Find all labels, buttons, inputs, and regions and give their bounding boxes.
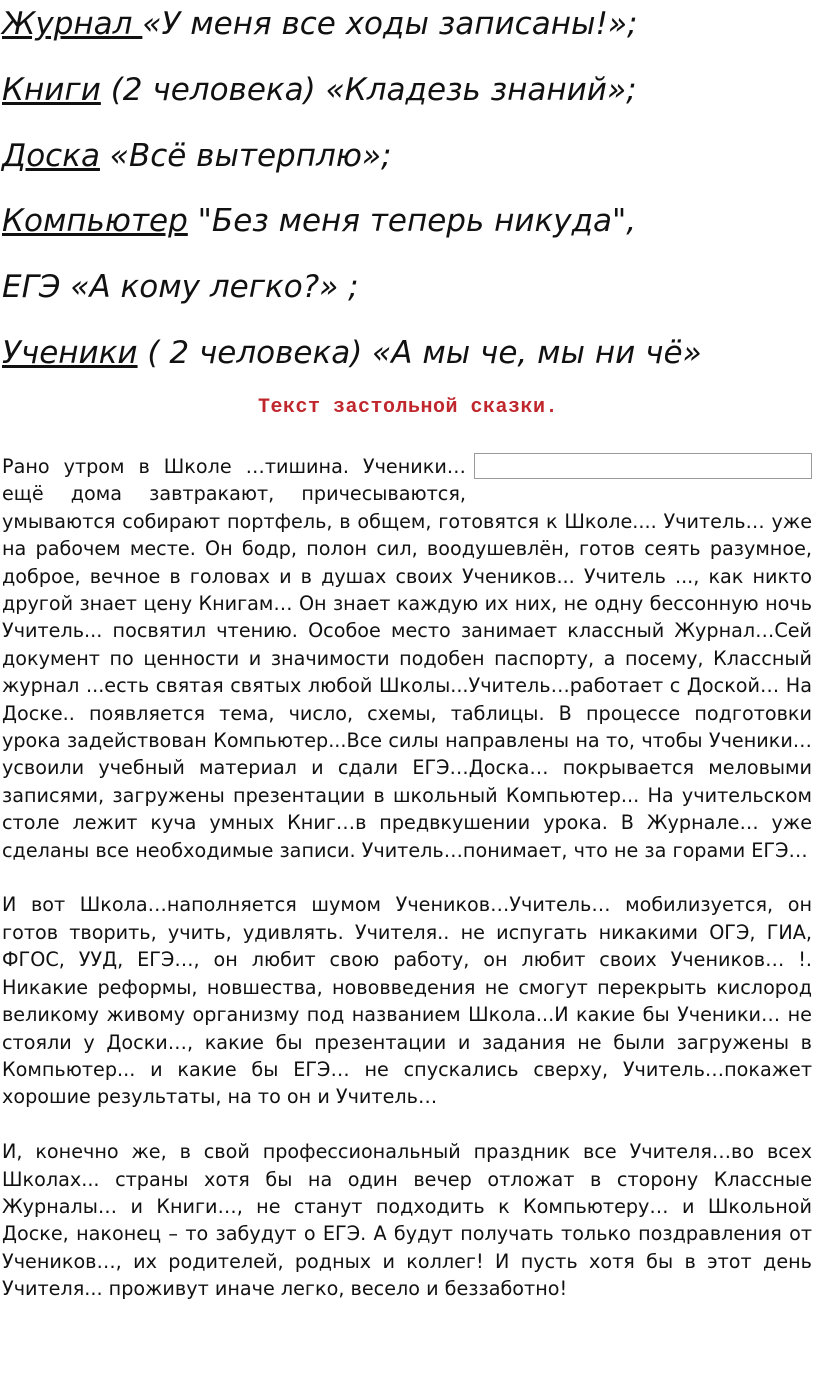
- paragraph-1: [2, 453, 812, 864]
- role-name: Доска: [2, 138, 100, 174]
- role-quote: "Без меня теперь никуда",: [187, 203, 637, 239]
- role-line-journal: [2, 4, 637, 44]
- role-line-ege: [2, 267, 359, 307]
- role-quote: (2 человека) «Кладезь знаний»;: [100, 72, 637, 108]
- role-name: Компьютер: [2, 203, 188, 239]
- role-line-computer: [2, 201, 636, 241]
- role-name: Книги: [2, 72, 101, 108]
- role-line-students: [2, 333, 702, 373]
- role-name: Ученики: [2, 335, 138, 371]
- role-name: Журнал: [2, 6, 143, 42]
- paragraph-2: И вот Школа…наполняется шумом Учеников…Учитель… мобилизуется, он готов творить, учить, удивлять. Учителя.. не испугать никакими ОГЭ, ГИА, ФГОС, УУД, ЕГЭ…, он любит свою работу, он любит своих Учеников… !. Никакие реформы, новшества, нововведения не смогут перекрыть кислород великому живому организму под названием Школа...И какие бы Ученики… не стояли у Доски…, какие бы презентации и задания не были загружены в Компьютер... и какие бы ЕГЭ… не спускались сверху, Учитель…покажет хорошие результаты, на то он и Учитель…: [2, 893, 812, 1109]
- role-quote: ( 2 человека) «А мы че, мы ни чё»: [137, 335, 702, 371]
- role-line-board: [2, 136, 392, 176]
- role-quote: «У меня все ходы записаны!»;: [142, 6, 638, 42]
- paragraph-1-lead-line-1: Рано утром в Школе …тишина. Ученики…: [2, 455, 466, 478]
- story-title: Текст застольной сказки.: [257, 396, 559, 419]
- text-frame-box: [474, 453, 812, 479]
- paragraph-3: И, конечно же, в свой профессиональный праздник все Учителя…во всех Школах... страны хотя бы на один вечер отложат в сторону Классные Журналы… и Книги…, не станут подходить к Компьютеру… и Школьной Доске, наконец – то забудут о ЕГЭ. А будут получать только поздравления от Учеников…, их родителей, родных и коллег! И пусть хотя бы в этот день Учителя... проживут иначе легко, весело и беззаботно!: [2, 1140, 812, 1301]
- role-line-books: [2, 70, 637, 110]
- role-quote: «Всё вытерплю»;: [99, 138, 392, 174]
- role-quote: ЕГЭ «А кому легко?» ;: [2, 269, 359, 305]
- paragraph-1-rest: умываются собирают портфель, в общем, готовятся к Школе.... Учитель… уже на рабочем месте. Он бодр, полон сил, воодушевлён, готов сеять разумное, доброе, вечное в головах и в душах своих Учеников... Учитель ..., как никто другой знает цену Книгам… Он знает каждую их них, не одну бессонную ночь Учитель... посвятил чтению. Особое место занимает классный Журнал…Сей документ по ценности и значимости подобен паспорту, а посему, Классный журнал ...есть святая святых любой Школы...Учитель…работает с Доской… На Доске.. появляется тема, число, схемы, таблицы. В процессе подготовки урока задействован Компьютер...Все силы направлены на то, чтобы Ученики… усвоили учебный материал и сдали ЕГЭ…Доска… покрывается меловыми записями, загружены презентации в школьный Компьютер... На учительском столе лежит куча умных Книг…в предвкушении урока. В Журнале… уже сделаны все необходимые записи. Учитель…понимает, что не за горами ЕГЭ…: [2, 509, 812, 862]
- paragraph-1-lead-line-2: ещё дома завтракают, причесываются,: [2, 482, 466, 506]
- story-body: [2, 453, 812, 1303]
